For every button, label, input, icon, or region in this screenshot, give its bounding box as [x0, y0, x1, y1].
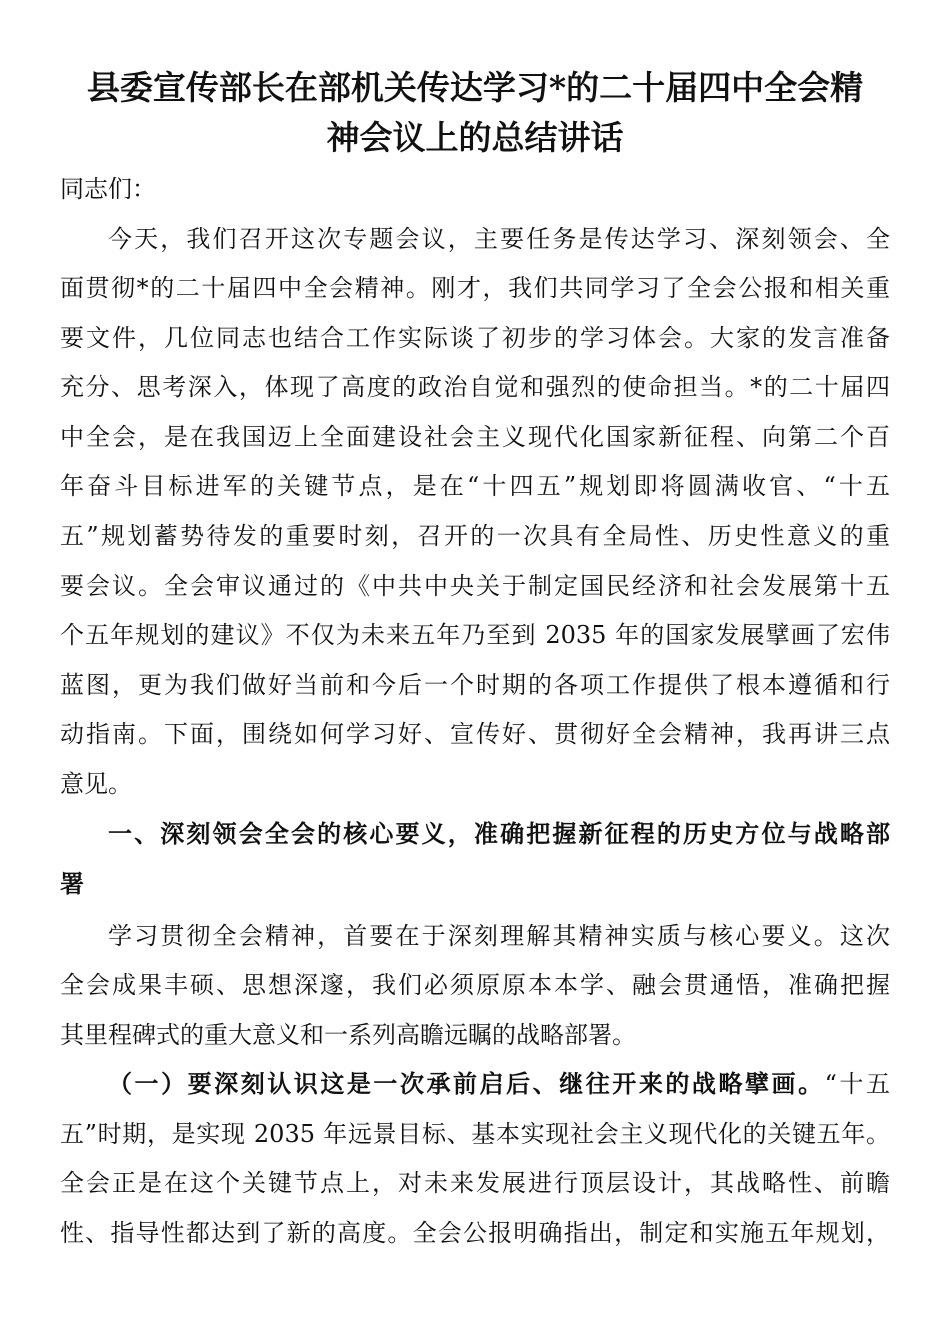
document-title-line-1: 县委宣传部长在部机关传达学习*的二十届四中全会精 — [86, 68, 864, 107]
paragraph-3-line: 五”时期，是实现 2035 年远景目标、基本实现社会主义现代化的关键五年。 — [60, 1120, 890, 1148]
subsection-1-text-start: “十五 — [824, 1070, 890, 1098]
paragraph-2-line: 其里程碑式的重大意义和一系列高瞻远瞩的战略部署。 — [60, 1021, 636, 1049]
paragraph-1-line: 蓝图，更为我们做好当前和今后一个时期的各项工作提供了根本遵循和行 — [60, 671, 890, 699]
salutation: 同志们： — [60, 175, 156, 203]
paragraph-2-line: 学习贯彻全会精神，首要在于深刻理解其精神实质与核心要义。这次 — [108, 922, 890, 950]
paragraph-1-line: 个五年规划的建议》不仅为未来五年乃至到 2035 年的国家发展擘画了宏伟 — [60, 621, 890, 649]
paragraph-1-line: 意见。 — [60, 770, 132, 798]
paragraph-1-line: 要会议。全会审议通过的《中共中央关于制定国民经济和社会发展第十五 — [60, 572, 890, 600]
paragraph-1-line: 面贯彻*的二十届四中全会精神。刚才，我们共同学习了全会公报和相关重 — [60, 274, 890, 302]
paragraph-1-line: 要文件，几位同志也结合工作实际谈了初步的学习体会。大家的发言准备 — [60, 324, 890, 352]
section-heading-1-line-2: 署 — [60, 870, 84, 898]
paragraph-1-line: 中全会，是在我国迈上全面建设社会主义现代化国家新征程、向第二个百 — [60, 423, 890, 451]
paragraph-1-line: 充分、思考深入，体现了高度的政治自觉和强烈的使命担当。*的二十届四 — [60, 373, 890, 401]
paragraph-1-line: 今天，我们召开这次专题会议，主要任务是传达学习、深刻领会、全 — [108, 225, 890, 253]
section-heading-1-line-1: 一、深刻领会全会的核心要义，准确把握新征程的历史方位与战略部 — [108, 820, 890, 848]
paragraph-1-line: 五”规划蓄势待发的重要时刻，召开的一次具有全局性、历史性意义的重 — [60, 522, 890, 550]
subsection-1-heading: （一）要深刻认识这是一次承前启后、继往开来的战略擘画。 — [108, 1069, 825, 1098]
paragraph-1-line: 动指南。下面，围绕如何学习好、宣传好、贯彻好全会精神，我再讲三点 — [60, 720, 890, 748]
paragraph-2-line: 全会成果丰硕、思想深邃，我们必须原原本本学、融会贯通悟，准确把握 — [60, 971, 890, 999]
paragraph-1-line: 年奋斗目标进军的关键节点，是在“十四五”规划即将圆满收官、“十五 — [60, 472, 890, 500]
document-title-line-2: 神会议上的总结讲话 — [326, 118, 624, 157]
subsection-1-lead-line — [108, 1069, 890, 1099]
paragraph-3-line: 性、指导性都达到了新的高度。全会公报明确指出，制定和实施五年规划， — [60, 1219, 890, 1247]
paragraph-3-line: 全会正是在这个关键节点上，对未来发展进行顶层设计，其战略性、前瞻 — [60, 1169, 890, 1197]
